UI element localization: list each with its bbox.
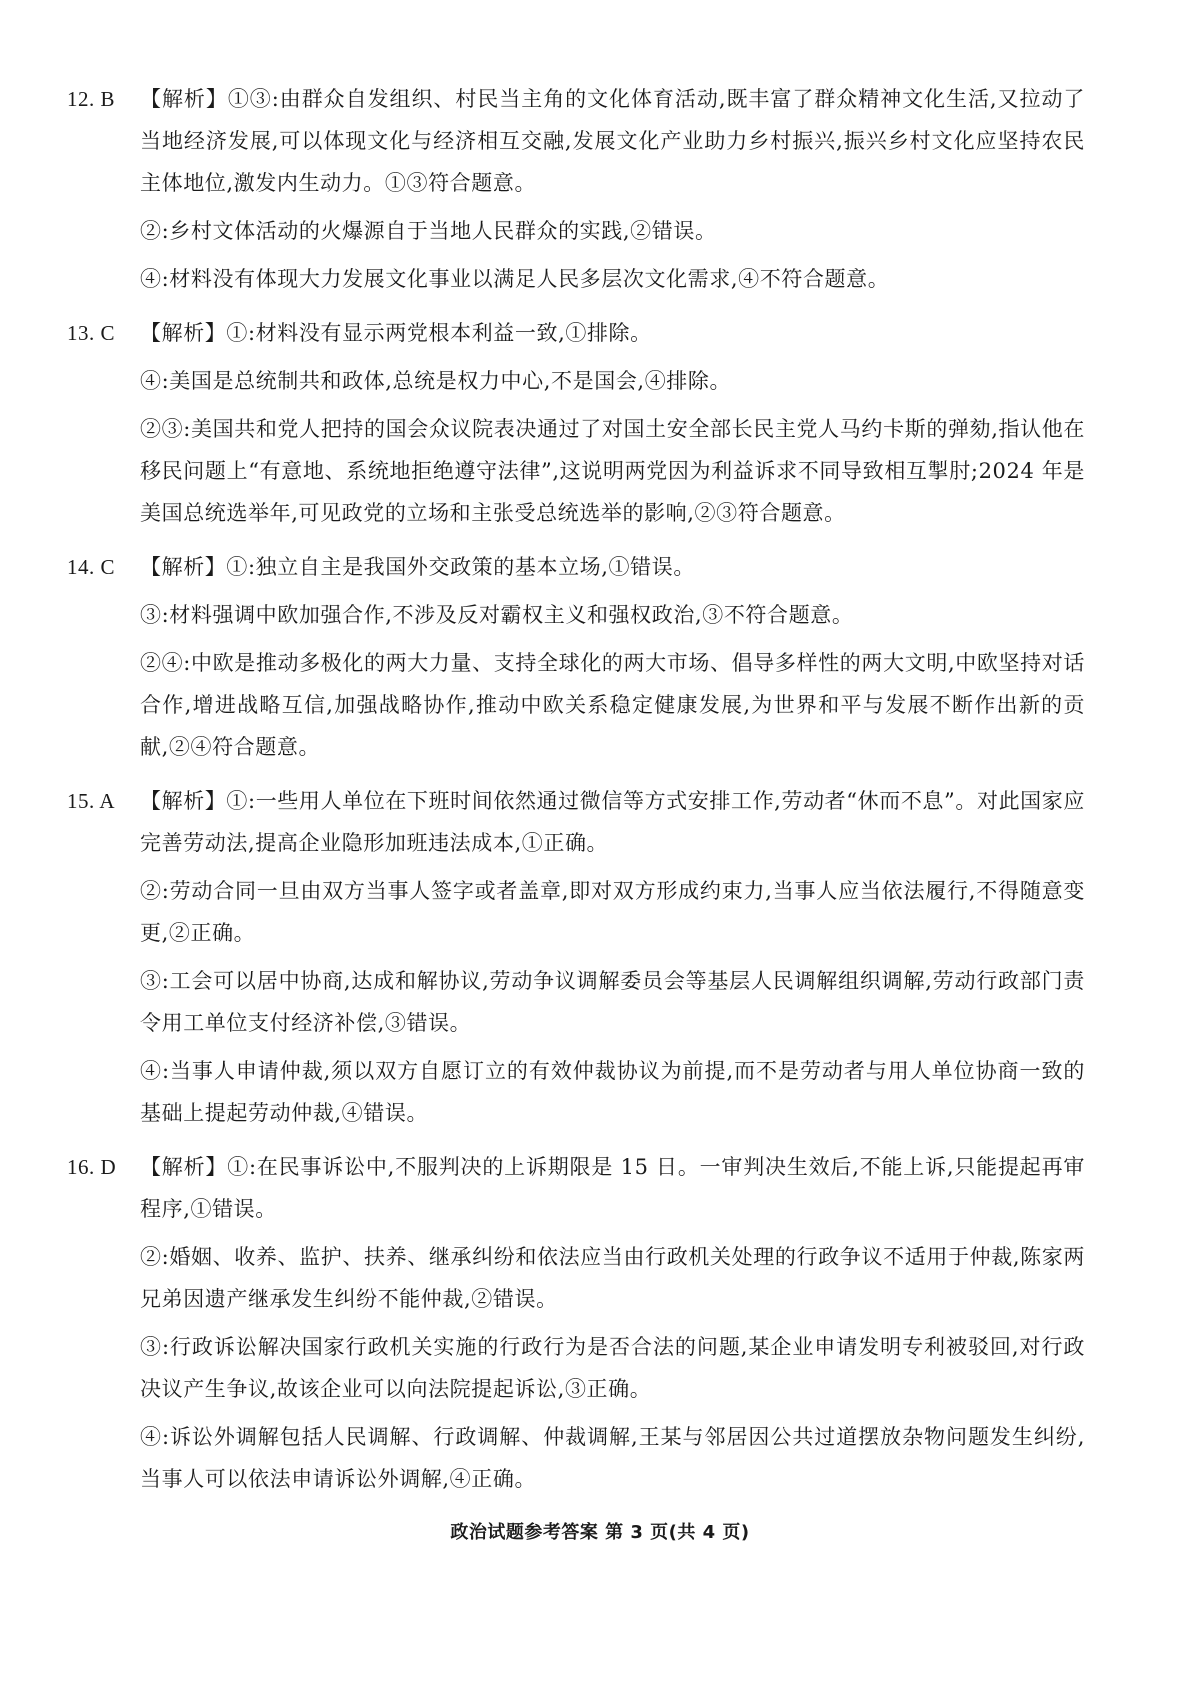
page-footer: 政治试题参考答案 第 3 页(共 4 页) [450, 1522, 750, 1543]
explanation-paragraph: 【解析】①:材料没有显示两党根本利益一致,①排除。 [140, 321, 652, 345]
answer-explanation [140, 780, 1085, 1134]
answer-item-13 [67, 312, 1085, 534]
explanation-paragraph: ②:婚姻、收养、监护、扶养、继承纠纷和依法应当由行政机关处理的行政争议不适用于仲裁,陈家两兄弟因遗产继承发生纠纷不能仲裁,②错误。 [140, 1245, 1085, 1311]
explanation-paragraph: 【解析】①:一些用人单位在下班时间依然通过微信等方式安排工作,劳动者“休而不息”。对此国家应完善劳动法,提高企业隐形加班违法成本,①正确。 [140, 789, 1085, 855]
explanation-paragraph: ④:美国是总统制共和政体,总统是权力中心,不是国会,④排除。 [140, 369, 732, 393]
explanation-paragraph: 【解析】①③:由群众自发组织、村民当主角的文化体育活动,既丰富了群众精神文化生活,又拉动了当地经济发展,可以体现文化与经济相互交融,发展文化产业助力乡村振兴,振兴乡村文化应坚持农民主体地位,激发内生动力。①③符合题意。 [140, 87, 1085, 195]
explanation-paragraph: ③:材料强调中欧加强合作,不涉及反对霸权主义和强权政治,③不符合题意。 [140, 603, 854, 627]
answer-explanation [140, 546, 1085, 768]
explanation-paragraph: ④:诉讼外调解包括人民调解、行政调解、仲裁调解,王某与邻居因公共过道摆放杂物问题发生纠纷,当事人可以依法申请诉讼外调解,④正确。 [140, 1425, 1085, 1491]
answer-item-15 [67, 780, 1085, 1134]
explanation-paragraph: ②:劳动合同一旦由双方当事人签字或者盖章,即对双方形成约束力,当事人应当依法履行,不得随意变更,②正确。 [140, 879, 1085, 945]
question-number: 14. C [67, 555, 116, 579]
answer-explanation [140, 78, 1085, 300]
question-number: 13. C [67, 321, 116, 345]
answer-item-12 [67, 78, 1085, 300]
answer-explanation [140, 1146, 1085, 1500]
explanation-paragraph: 【解析】①:在民事诉讼中,不服判决的上诉期限是 15 日。一审判决生效后,不能上诉,只能提起再审程序,①错误。 [140, 1155, 1085, 1221]
explanation-paragraph: ④:材料没有体现大力发展文化事业以满足人民多层次文化需求,④不符合题意。 [140, 267, 890, 291]
question-number: 12. B [67, 87, 116, 111]
explanation-paragraph: ③:工会可以居中协商,达成和解协议,劳动争议调解委员会等基层人民调解组织调解,劳动行政部门责令用工单位支付经济补偿,③错误。 [140, 969, 1085, 1035]
explanation-paragraph: ②③:美国共和党人把持的国会众议院表决通过了对国土安全部长民主党人马约卡斯的弹劾,指认他在移民问题上“有意地、系统地拒绝遵守法律”,这说明两党因为利益诉求不同导致相互掣肘;2024 年是美国总统选举年,可见政党的立场和主张受总统选举的影响,②③符合题意。 [140, 417, 1085, 525]
explanation-paragraph: ③:行政诉讼解决国家行政机关实施的行政行为是否合法的问题,某企业申请发明专利被驳回,对行政决议产生争议,故该企业可以向法院提起诉讼,③正确。 [140, 1335, 1085, 1401]
explanation-paragraph: 【解析】①:独立自主是我国外交政策的基本立场,①错误。 [140, 555, 695, 579]
explanation-paragraph: ②④:中欧是推动多极化的两大力量、支持全球化的两大市场、倡导多样性的两大文明,中欧坚持对话合作,增进战略互信,加强战略协作,推动中欧关系稳定健康发展,为世界和平与发展不断作出新的贡献,②④符合题意。 [140, 651, 1085, 759]
explanation-paragraph: ②:乡村文体活动的火爆源自于当地人民群众的实践,②错误。 [140, 219, 717, 243]
answer-item-16 [67, 1146, 1085, 1500]
explanation-paragraph: ④:当事人申请仲裁,须以双方自愿订立的有效仲裁协议为前提,而不是劳动者与用人单位协商一致的基础上提起劳动仲裁,④错误。 [140, 1059, 1085, 1125]
answer-item-14 [67, 546, 1085, 768]
answer-explanation [140, 312, 1085, 534]
question-number: 16. D [67, 1155, 117, 1179]
question-number: 15. A [67, 789, 116, 813]
